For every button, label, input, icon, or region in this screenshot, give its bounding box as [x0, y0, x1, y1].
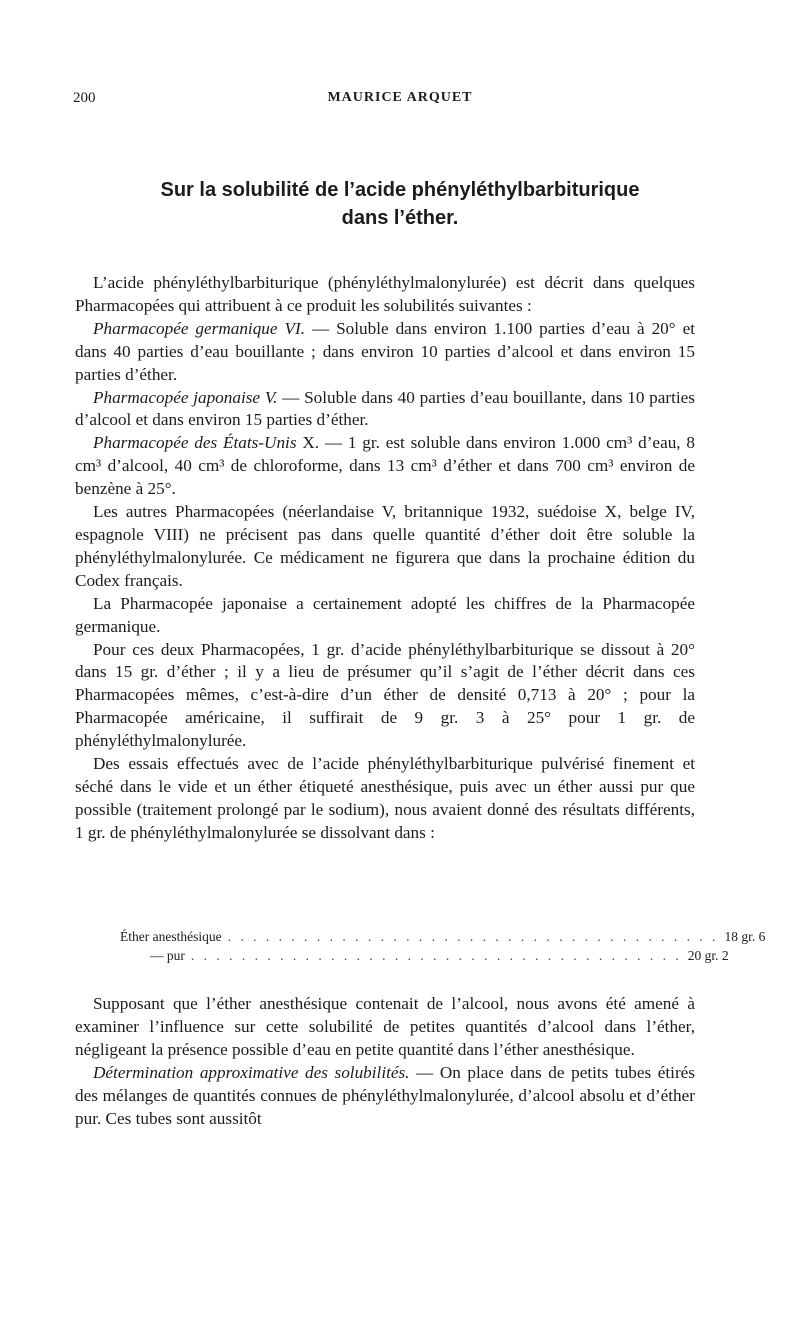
paragraph-10-text: — On place dans de petits tubes étirés des mélanges de quantités connues de phényléthylmalonylurée, d’alcool absolu et d’éther pur. Ces tubes sont aussitôt	[75, 1062, 695, 1128]
paragraph-1: L’acide phényléthylbarbiturique (phényléthylmalonylurée) est décrit dans quelques Pharmacopées qui attribuent à ce produit les solubilités suivantes :	[75, 273, 695, 315]
paragraph-3-text: — Soluble dans 40 parties d’eau bouillante, dans 10 parties d’alcool et dans environ 15 parties d’éther.	[75, 387, 695, 430]
paragraph-2	[75, 318, 695, 387]
solubility-row	[120, 946, 729, 965]
paragraph-10-label: Détermination approximative des solubilités.	[93, 1062, 410, 1082]
page-number: 200	[73, 90, 96, 106]
solubility-row-name: Éther anesthésique	[120, 929, 222, 944]
paragraph-8: Des essais effectués avec de l’acide phényléthylbarbiturique pulvérisé finement et séché dans le vide et un éther étiqueté anesthésique, puis avec un éther aussi pur que possible (traitement prolongé par le sodium), nous avaient donné des résultats différents, 1 gr. de phényléthylmalonylurée se dissolvant dans :	[75, 754, 695, 842]
title-line-2: dans l’éther.	[341, 207, 459, 229]
dot-leader: . . . . . . . . . . . . . . . . . . . . . . . . . . . . . . . . . . . . . . .	[227, 929, 719, 944]
paragraph-6: La Pharmacopée japonaise a certainement adopté les chiffres de la Pharmacopée germanique.	[75, 593, 695, 636]
article-title	[0, 176, 800, 232]
paragraph-2-label: Pharmacopée germanique VI.	[93, 318, 305, 338]
paragraph-10	[75, 1062, 695, 1131]
solubility-row-value: 20 gr. 2	[687, 948, 729, 963]
solubility-row-value: 18 gr. 6	[724, 929, 766, 944]
running-head: MAURICE ARQUET	[327, 90, 473, 105]
solubility-table	[120, 927, 766, 965]
paragraph-7: Pour ces deux Pharmacopées, 1 gr. d’acide phényléthylbarbiturique se dissout à 20° dans 15 gr. d’éther ; il y a lieu de présumer qu’il s’agit de l’éther décrit dans ces Pharmacopées mêmes, c’est-à-dire d’un éther de densité 0,713 à 20° ; pour la Pharmacopée américaine, il suffirait de 9 gr. 3 à 25° pour 1 gr. de phényléthylmalonylurée.	[75, 639, 695, 751]
paragraph-4	[75, 432, 695, 501]
solubility-row	[120, 927, 766, 946]
paragraph-3-label: Pharmacopée japonaise V.	[93, 387, 278, 407]
body-text-block-2	[75, 993, 695, 1130]
paragraph-4-text: X. — 1 gr. est soluble dans environ 1.000 cm³ d’eau, 8 cm³ d’alcool, 40 cm³ de chloroforme, dans 13 cm³ d’éther et dans 700 cm³ environ de benzène à 25°.	[75, 433, 695, 499]
body-text-block-1	[75, 272, 695, 845]
solubility-row-name: — pur	[150, 948, 185, 963]
title-line-1: Sur la solubilité de l’acide phényléthylbarbiturique	[160, 179, 640, 201]
paragraph-2-text: — Soluble dans environ 1.100 parties d’eau à 20° et dans 40 parties d’eau bouillante ; dans environ 10 parties d’alcool et dans environ 15 parties d’éther.	[75, 318, 696, 384]
paragraph-5: Les autres Pharmacopées (néerlandaise V, britannique 1932, suédoise X, belge IV, espagnole VIII) ne précisent pas dans quelle quantité d’éther doit être soluble la phényléthylmalonylurée. Ce médicament ne figurera que dans la prochaine édition du Codex français.	[75, 502, 695, 590]
paragraph-4-label: Pharmacopée des États-Unis	[93, 433, 297, 453]
dot-leader: . . . . . . . . . . . . . . . . . . . . . . . . . . . . . . . . . . . . . . .	[190, 948, 682, 963]
paragraph-9: Supposant que l’éther anesthésique contenait de l’alcool, nous avons été amené à examiner l’influence sur cette solubilité de petites quantités d’alcool dans l’éther, négligeant la présence possible d’eau en petite quantité dans l’éther anesthésique.	[75, 994, 695, 1059]
paragraph-3	[75, 387, 695, 433]
